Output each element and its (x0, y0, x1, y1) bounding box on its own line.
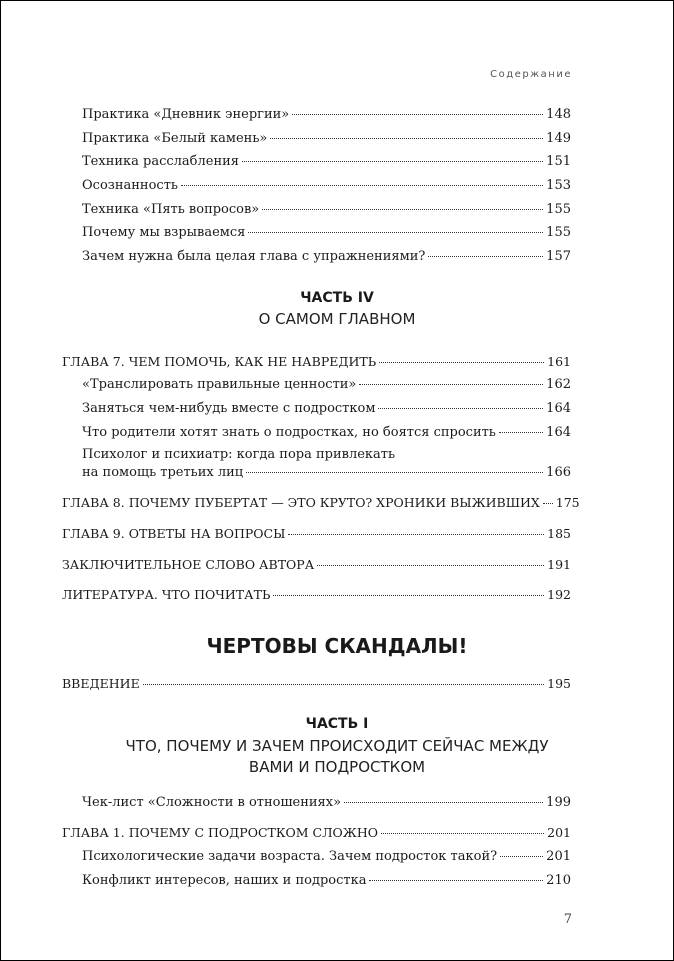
toc-entry-page: 162 (546, 377, 571, 392)
toc-chapter-title: ГЛАВА 9. ОТВЕТЫ НА ВОПРОСЫ (62, 526, 286, 541)
toc-chapter-page: 175 (555, 495, 580, 510)
toc-chapter-title: ВВЕДЕНИЕ (62, 676, 140, 691)
toc-entry[interactable] (82, 249, 571, 265)
leader-dots (288, 534, 544, 535)
book-title: ЧЕРТОВЫ СКАНДАЛЫ! (206, 634, 468, 658)
leader-dots (378, 408, 543, 409)
toc-entry-page: 148 (546, 107, 571, 122)
toc-entry-page: 149 (546, 131, 571, 146)
toc-entry-title: Психологические задачи возраста. Зачем подросток такой? (82, 849, 498, 864)
toc-chapter[interactable] (62, 495, 580, 511)
leader-dots (181, 185, 543, 186)
leader-dots (499, 432, 543, 433)
toc-chapter-page: 161 (547, 354, 571, 369)
toc-entry-title: Зачем нужна была целая глава с упражнениями? (82, 249, 426, 264)
toc-entry[interactable] (82, 225, 571, 241)
leader-dots (273, 595, 544, 596)
toc-entry[interactable] (82, 202, 571, 218)
toc-entry[interactable] (82, 849, 571, 865)
toc-entry[interactable] (82, 178, 571, 194)
toc-chapter-title: ЛИТЕРАТУРА. ЧТО ПОЧИТАТЬ (62, 587, 271, 602)
toc-chapter[interactable] (62, 557, 571, 573)
toc-chapter[interactable] (62, 526, 571, 542)
toc-entry-page: 164 (546, 401, 571, 416)
toc-entry-page: 151 (546, 154, 571, 169)
toc-entry-title: на помощь третьих лиц (82, 465, 244, 480)
page-number: 7 (563, 912, 572, 927)
toc-chapter-page: 192 (547, 587, 571, 602)
toc-entry[interactable] (82, 795, 571, 811)
leader-dots (543, 503, 553, 504)
toc-chapter-title: ГЛАВА 7. ЧЕМ ПОМОЧЬ, КАК НЕ НАВРЕДИТЬ (62, 354, 377, 369)
toc-entry-title: Заняться чем-нибудь вместе с подростком (82, 401, 376, 416)
toc-entry-page: 157 (546, 249, 571, 264)
part-title-line1: ЧТО, ПОЧЕМУ И ЗАЧЕМ ПРОИСХОДИТ СЕЙЧАС МЕЖДУ (125, 737, 549, 755)
leader-dots (143, 684, 544, 685)
toc-entry-page: 166 (546, 465, 571, 480)
toc-entry[interactable] (82, 377, 571, 393)
leader-dots (381, 833, 544, 834)
leader-dots (359, 384, 543, 385)
leader-dots (242, 161, 543, 162)
toc-entry-page: 153 (546, 178, 571, 193)
toc-chapter[interactable] (62, 354, 571, 370)
toc-entry-line1: Психолог и психиатр: когда пора привлекать (82, 447, 396, 462)
toc-entry[interactable] (82, 873, 571, 889)
toc-chapter-title: ЗАКЛЮЧИТЕЛЬНОЕ СЛОВО АВТОРА (62, 557, 315, 572)
toc-entry-title: «Транслировать правильные ценности» (82, 377, 357, 392)
toc-entry-page: 155 (546, 202, 571, 217)
leader-dots (317, 565, 544, 566)
toc-entry-page: 164 (546, 425, 571, 440)
leader-dots (428, 256, 543, 257)
toc-entry-title: Конфликт интересов, наших и подростка (82, 873, 367, 888)
toc-entry-title: Что родители хотят знать о подростках, но боятся спросить (82, 425, 496, 440)
toc-entry-title: Осознанность (82, 178, 178, 193)
leader-dots (246, 472, 543, 473)
part-label: ЧАСТЬ IV (300, 290, 374, 306)
leader-dots (500, 856, 543, 857)
toc-entry[interactable] (82, 131, 571, 147)
toc-chapter-page: 195 (547, 676, 571, 691)
toc-chapter[interactable] (62, 676, 571, 692)
toc-entry-title: Практика «Дневник энергии» (82, 107, 290, 122)
toc-entry-title: Чек-лист «Сложности в отношениях» (82, 795, 342, 810)
toc-chapter-title: ГЛАВА 1. ПОЧЕМУ С ПОДРОСТКОМ СЛОЖНО (62, 825, 378, 840)
part-title-line2: ВАМИ И ПОДРОСТКОМ (248, 758, 426, 776)
leader-dots (262, 209, 543, 210)
leader-dots (292, 114, 543, 115)
toc-entry-page: 210 (546, 873, 571, 888)
part-title: О САМОМ ГЛАВНОМ (258, 310, 416, 328)
toc-entry[interactable] (82, 107, 571, 123)
toc-entry-title: Техника «Пять вопросов» (82, 202, 260, 217)
leader-dots (344, 802, 543, 803)
toc-entry[interactable] (82, 425, 571, 441)
toc-chapter[interactable] (62, 587, 571, 603)
leader-dots (248, 232, 543, 233)
leader-dots (369, 880, 543, 881)
leader-dots (379, 362, 544, 363)
toc-entry-page: 155 (546, 225, 571, 240)
toc-entry[interactable] (82, 154, 571, 170)
toc-entry-title: Техника расслабления (82, 154, 239, 169)
part-label: ЧАСТЬ I (305, 716, 369, 732)
toc-chapter-page: 201 (547, 825, 571, 840)
toc-chapter-title: ГЛАВА 8. ПОЧЕМУ ПУБЕРТАТ — ЭТО КРУТО? ХРОНИКИ ВЫЖИВШИХ (62, 495, 540, 510)
toc-chapter-page: 191 (547, 557, 571, 572)
toc-entry[interactable] (82, 465, 571, 481)
toc-entry-page: 199 (546, 795, 571, 810)
toc-entry[interactable] (82, 401, 571, 417)
toc-chapter-page: 185 (547, 526, 571, 541)
toc-chapter[interactable] (62, 825, 571, 841)
toc-entry-title: Почему мы взрываемся (82, 225, 246, 240)
running-head: Содержание (490, 69, 572, 80)
leader-dots (270, 138, 543, 139)
toc-entry-page: 201 (546, 849, 571, 864)
toc-entry-title: Практика «Белый камень» (82, 131, 268, 146)
